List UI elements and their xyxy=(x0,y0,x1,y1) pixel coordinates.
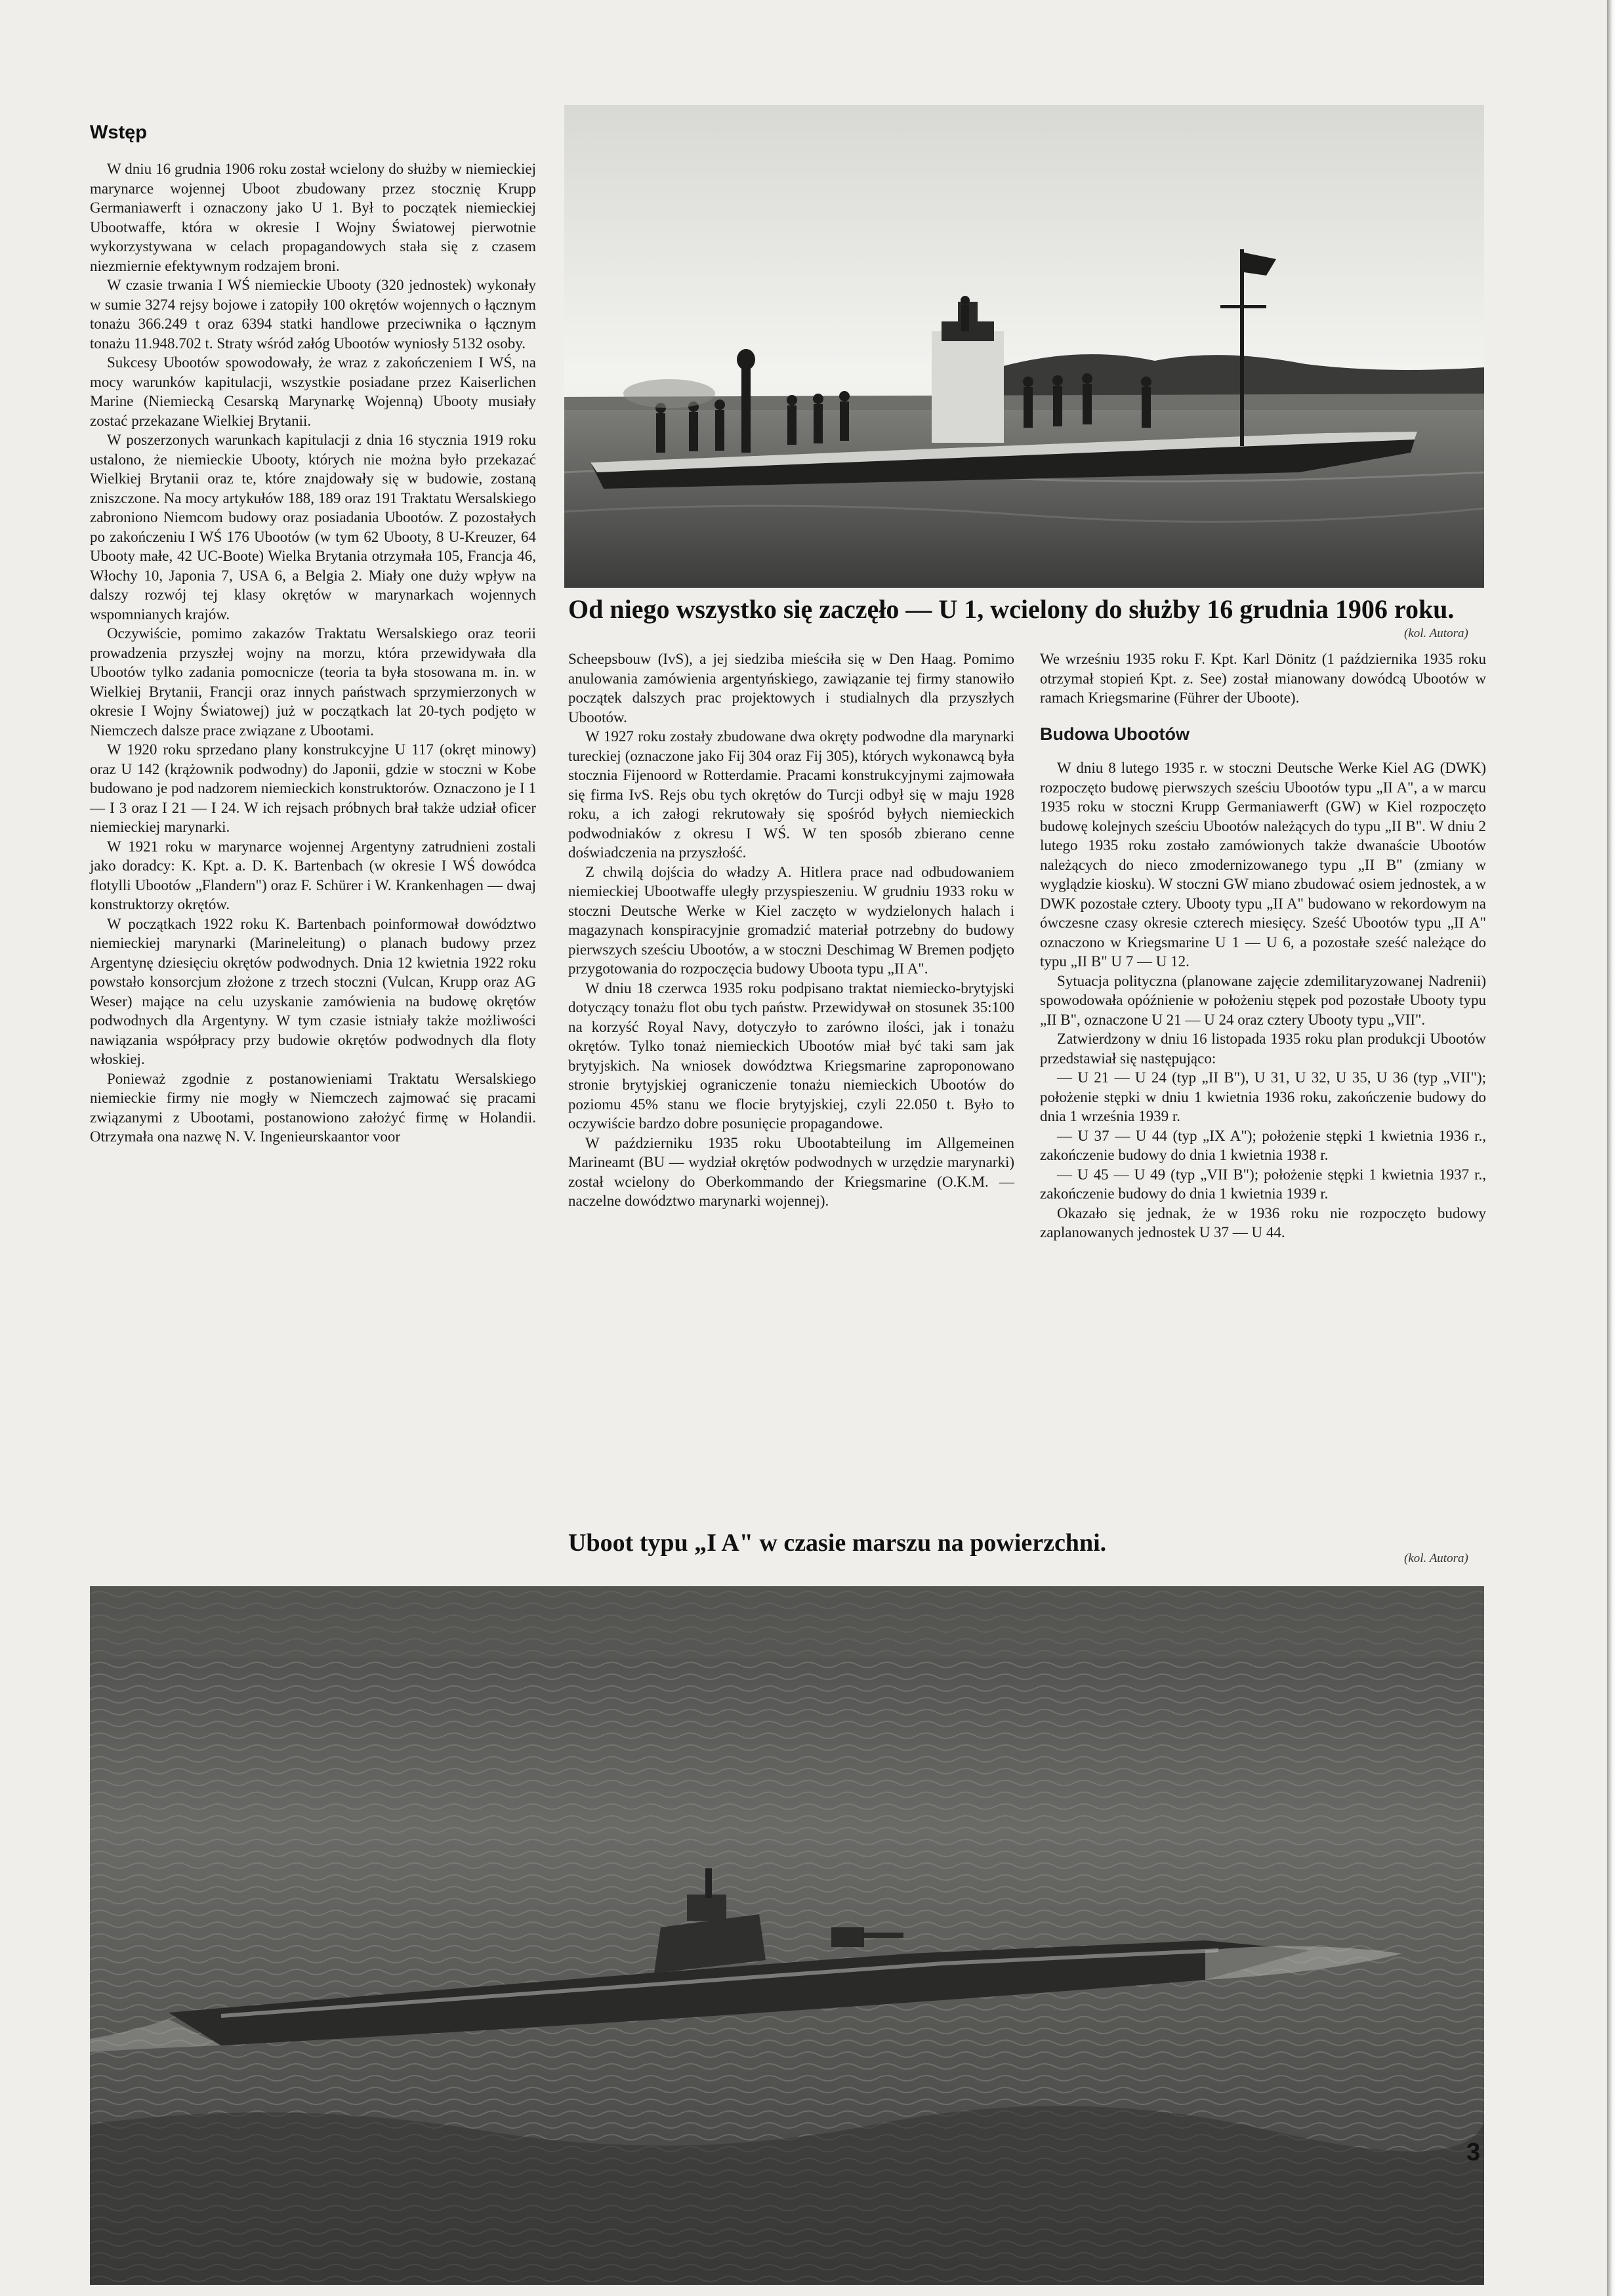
middle-paragraph-5: W październiku 1935 roku Ubootabteilung im Allgemeinen Marineamt (BU — wydział okrętów podwodnych w urzędzie marynarki) został wcielony do Oberkommando der Kriegsmarine (O.K.M. — naczelne dowództwo marynarki wojennej). xyxy=(568,1134,1014,1209)
page-number: 3 xyxy=(1466,2139,1481,2166)
right-opening-paragraph: We wrześniu 1935 roku F. Kpt. Karl Dönitz (1 października 1935 roku otrzymał stopień Kpt. z. See) został mianowany dowódcą Ubootów w ramach Kriegsmarine (Führer der Uboote). xyxy=(1040,651,1486,706)
middle-paragraph-3: Z chwilą dojścia do władzy A. Hitlera prace nad odbudowaniem niemieckiej Ubootwaffe uległy przyspieszeniu. W grudniu 1933 roku w stoczni Deutsche Werke w Kiel zaczęto w wydzielonych halach i magazynach konspiracyjnie gromadzić materiał potrzebny do budowy pierwszych sześciu Ubootów, a w stoczni Deschimag W Bremen podjęto przygotowania do rozpoczęcia budowy Uboota typu „II A". xyxy=(568,863,1014,977)
photo-uboot-ia-image xyxy=(90,1586,1484,2285)
right-paragraph-2: Sytuacja polityczna (planowane zajęcie zdemilitaryzowanej Nadrenii) spowodowała opóźnienie w położeniu stępek pod pozostałe Ubooty typu „II B", oznaczone U 21 — U 24 oraz cztery Ubooty typu „VII". xyxy=(1040,972,1486,1028)
photo-uboot-ia xyxy=(90,1586,1484,2285)
right-list-item-3: — U 45 — U 49 (typ „VII B"); położenie stępki 1 kwietnia 1937 r., zakończenie budowy do dnia 1 kwietnia 1939 r. xyxy=(1040,1166,1486,1202)
right-paragraph-3: Zatwierdzony w dniu 16 listopada 1935 roku plan produkcji Ubootów przedstawiał się następująco: xyxy=(1040,1031,1486,1067)
right-closing-paragraph: Okazało się jednak, że w 1936 roku nie rozpoczęto budowy zaplanowanych jednostek U 37 — U 44. xyxy=(1040,1204,1486,1240)
middle-column xyxy=(568,649,1014,1211)
intro-paragraph-5: Oczywiście, pomimo zakazów Traktatu Wersalskiego oraz teorii prowadzenia przyszłej wojny na morzu, która przewidywała dla Ubootów tylko zadania pomocnicze (teoria ta była stosowana m. in. w Wielkiej Brytanii, Francji oraz innych państwach sprzymierzonych w okresie I Wojny Światowej) już w początkach lat 20-tych podjęto w Niemczech dalsze prace związane z Ubootami. xyxy=(90,625,536,739)
budowa-heading: Budowa Ubootów xyxy=(1040,724,1190,744)
right-column xyxy=(1040,649,1486,1242)
intro-paragraph-9: Ponieważ zgodnie z postanowieniami Traktatu Wersalskiego niemieckie firmy nie mogły w Niemczech zajmować się pracami związanymi z Ubootami, postanowiono założyć firmę w Holandii. Otrzymała ona nazwę N. V. Ingenieurskaantor voor xyxy=(90,1070,536,1145)
photo-u1 xyxy=(564,105,1484,588)
intro-paragraph-6: W 1920 roku sprzedano plany konstrukcyjne U 117 (okręt minowy) oraz U 142 (krążownik podwodny) do Japonii, gdzie w stoczni w Kobe budowano je pod nadzorem niemieckich konstruktorów. Oznaczono je I 1 — I 3 oraz I 21 — I 24. W ich rejsach próbnych brał także udział oficer niemieckiej marynarki. xyxy=(90,741,536,835)
intro-column xyxy=(90,159,536,1147)
intro-paragraph-1: W dniu 16 grudnia 1906 roku został wcielony do służby w niemieckiej marynarce wojennej Uboot zbudowany przez stocznię Krupp Germaniawerft i oznaczony jako U 1. Był to początek niemieckiej Ubootwaffe, która w okresie I Wojny Światowej pierwotnie wykorzystywana w celach propagandowych stała się z czasem niezmiernie efektywnym rodzajem broni. xyxy=(90,161,536,274)
middle-paragraph-2: W 1927 roku zostały zbudowane dwa okręty podwodne dla marynarki tureckiej (oznaczone jako Fij 304 oraz Fij 305), których wykonawcą była stocznia Fijenoord w Rotterdamie. Pracami konstrukcyjnymi zajmowała się firma IvS. Rejs obu tych okrętów do Turcji odbył się w maju 1928 roku, a ich załogi rekrutowały się spośród byłych niemieckich podwodniaków z okresu I WŚ. W ten sposób zbierano cenne doświadczenia na przyszłość. xyxy=(568,728,1014,861)
photo-u1-image xyxy=(564,105,1484,588)
intro-paragraph-2: W czasie trwania I WŚ niemieckie Ubooty (320 jednostek) wykonały w sumie 3274 rejsy bojowe i zatopiły 100 okrętów wojennych o łącznym tonażu 366.249 t oraz 6394 statki handlowe przeciwnika o łącznym tonażu 11.948.702 t. Straty wśród załóg Ubootów wyniosły 5132 osoby. xyxy=(90,277,536,352)
photo-ia-credit: (kol. Autora) xyxy=(1404,1551,1468,1565)
intro-paragraph-8: W początkach 1922 roku K. Bartenbach poinformował dowództwo niemieckiej marynarki (Marineleitung) o planach budowy przez Argentynę dziesięciu okrętów podwodnych. Dnia 12 kwietnia 1922 roku powstało konsorcjum złożone z trzech stoczni (Vulcan, Krupp oraz AG Weser) mające na celu uzyskanie zamówienia na budowę okrętów podwodnych dla Argentyny. W tym czasie istniały także możliwości nawiązania współpracy przy budowie okrętów podwodnych dla floty włoskiej. xyxy=(90,915,536,1067)
photo-ia-caption: Uboot typu „I A" w czasie marszu na powierzchni. xyxy=(568,1529,1107,1557)
intro-heading: Wstęp xyxy=(90,122,147,143)
middle-paragraph-4: W dniu 18 czerwca 1935 roku podpisano traktat niemiecko-brytyjski dotyczący tonażu flot obu tych państw. Przewidywał on stosunek 35:100 na korzyść Royal Navy, dotyczyło to zarówno ilości, jak i tonażu okrętów. Tylko tonaż niemieckich Ubootów miał być taki sam jak brytyjskich. Na wniosek dowództwa Kriegsmarine zaproponowano stronie brytyjskiej ograniczenie tonażu niemieckich Ubootów do poziomu 45% stanu we flocie brytyjskiej, czyli 22.050 t. Było to oczywiście bardzo dobre posunięcie propagandowe. xyxy=(568,979,1014,1132)
right-list-item-1: — U 21 — U 24 (typ „II B"), U 31, U 32, U 35, U 36 (typ „VII"); położenie stępki w dniu 1 kwietnia 1936 roku, zakończenie budowy do dnia 1 września 1939 r. xyxy=(1040,1069,1486,1124)
page-edge xyxy=(1607,0,1616,2296)
photo-u1-credit: (kol. Autora) xyxy=(1404,626,1468,640)
intro-paragraph-4: W poszerzonych warunkach kapitulacji z dnia 16 stycznia 1919 roku ustalono, że niemieckie Ubooty, których nie można było przekazać Wielkiej Brytanii oraz te, które znajdowały się w budowie, zostaną zniszczone. Na mocy artykułów 188, 189 oraz 191 Traktatu Wersalskiego zabroniono Niemcom budowy oraz posiadania Ubootów. Z pozostałych po zakończeniu I WŚ 176 Ubootów (w tym 62 Ubooty, 8 U-Kreuzer, 64 Ubooty małe, 42 UC-Boote) Wielka Brytania otrzymała 105, Francja 46, Włochy 10, Japonia 7, USA 6, a Belgia 2. Miały one duży wpływ na dalszy rozwój tej klasy okrętów w marynarkach wojennych wspomnianych krajów. xyxy=(90,432,536,623)
right-list-item-2: — U 37 — U 44 (typ „IX A"); położenie stępki 1 kwietnia 1936 r., zakończenie budowy do dnia 1 kwietnia 1938 r. xyxy=(1040,1127,1486,1163)
intro-paragraph-7: W 1921 roku w marynarce wojennej Argentyny zatrudnieni zostali jako doradcy: K. Kpt. a. D. K. Bartenbach (w okresie I WŚ dowódca flotylli Ubootów „Flandern") oraz F. Schürer i W. Krankenhagen — dwaj konstruktorzy okrętów. xyxy=(90,838,536,912)
intro-paragraph-3: Sukcesy Ubootów spowodowały, że wraz z zakończeniem I WŚ, na mocy warunków kapitulacji, wszystkie posiadane przez Kaiserlichen Marine (Niemiecką Cesarską Marynarkę Wojenną) Ubooty musiały zostać przekazane Wielkiej Brytanii. xyxy=(90,354,536,429)
middle-paragraph-1: Scheepsbouw (IvS), a jej siedziba mieściła się w Den Haag. Pomimo anulowania zamówienia argentyńskiego, zawiązanie tej firmy stanowiło początek dalszych prac projektowych i studialnych dla przyszłych Ubootów. xyxy=(568,651,1014,726)
right-paragraph-1: W dniu 8 lutego 1935 r. w stoczni Deutsche Werke Kiel AG (DWK) rozpoczęto budowę pierwszych sześciu Ubootów typu „II A", a w marcu 1935 roku w stoczni Krupp Germaniawerft (GW) w Kiel rozpoczęto budowę kolejnych sześciu Ubootów należących do typu „II B". W dniu 2 lutego 1935 roku zostało zamówionych także dwanaście Ubootów należących do nieco zmodernizowanego typu „II B" (zmiany w wyglądzie kiosku). W stoczni GW miano zbudować osiem jednostek, a w DWK pozostałe cztery. Ubooty typu „II A" budowano w rekordowym na ówczesne czasy okresie czterech miesięcy. Sześć Ubootów typu „II A" oznaczono w Kriegsmarine U 1 — U 6, a pozostałe sześć należące do typu „II B" U 7 — U 12. xyxy=(1040,760,1486,970)
photo-u1-caption: Od niego wszystko się zaczęło — U 1, wcielony do służby 16 grudnia 1906 roku. xyxy=(568,594,1455,624)
